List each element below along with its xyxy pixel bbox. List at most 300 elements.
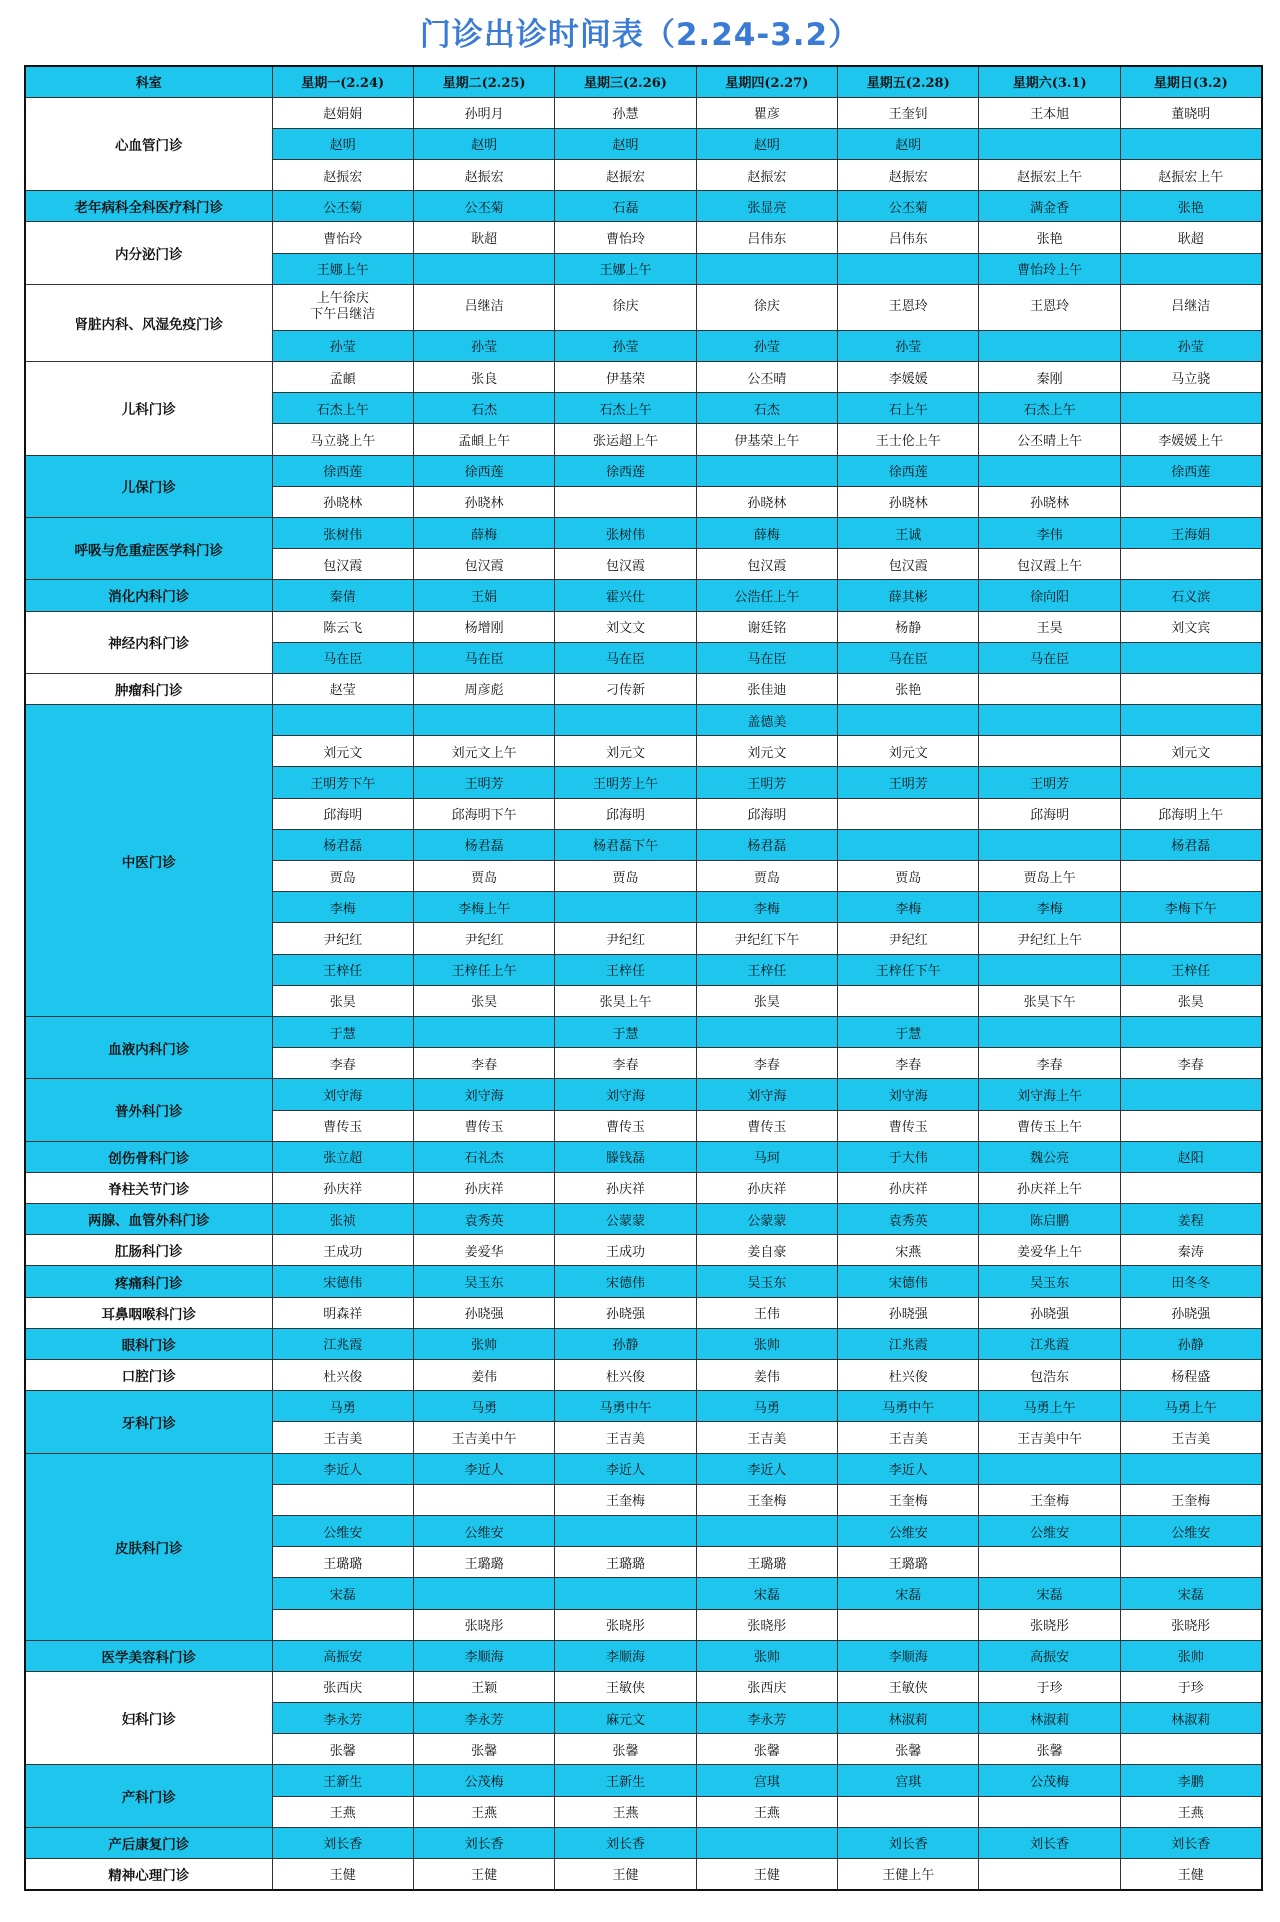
header-tuesday: 星期二(2.25) bbox=[413, 66, 554, 97]
department-name: 肾脏内科、风湿免疫门诊 bbox=[25, 284, 272, 361]
doctor-cell: 邱海明 bbox=[696, 798, 837, 829]
doctor-cell: 公丕晴 bbox=[696, 362, 837, 393]
doctor-cell: 王璐璐 bbox=[272, 1547, 413, 1578]
doctor-cell bbox=[979, 954, 1120, 985]
table-row bbox=[25, 1297, 1262, 1328]
doctor-cell: 赵振宏 bbox=[696, 160, 837, 191]
table-row bbox=[25, 1827, 1262, 1858]
header-thursday: 星期四(2.27) bbox=[696, 66, 837, 97]
doctor-cell: 张馨 bbox=[413, 1734, 554, 1765]
table-row bbox=[25, 611, 1262, 642]
doctor-cell: 公维安 bbox=[413, 1515, 554, 1546]
doctor-cell: 姜爱华上午 bbox=[979, 1235, 1120, 1266]
doctor-cell: 杨程盛 bbox=[1120, 1360, 1261, 1391]
doctor-cell: 李梅下午 bbox=[1120, 892, 1261, 923]
doctor-cell: 张树伟 bbox=[555, 517, 696, 548]
doctor-cell: 尹纪红 bbox=[413, 923, 554, 954]
doctor-cell: 王燕 bbox=[696, 1796, 837, 1827]
doctor-cell: 贾岛上午 bbox=[979, 861, 1120, 892]
department-name: 精神心理门诊 bbox=[25, 1859, 272, 1890]
doctor-cell bbox=[838, 705, 979, 736]
doctor-cell: 刘守海上午 bbox=[979, 1079, 1120, 1110]
doctor-cell: 尹纪红 bbox=[272, 923, 413, 954]
doctor-cell: 孙庆祥 bbox=[696, 1172, 837, 1203]
doctor-cell bbox=[696, 455, 837, 486]
doctor-cell bbox=[413, 1484, 554, 1515]
doctor-cell: 宫琪 bbox=[838, 1765, 979, 1796]
doctor-cell: 宋德伟 bbox=[838, 1266, 979, 1297]
doctor-cell: 刁传新 bbox=[555, 673, 696, 704]
doctor-cell bbox=[979, 1016, 1120, 1047]
doctor-cell: 盖德美 bbox=[696, 705, 837, 736]
doctor-cell: 包汉霞上午 bbox=[979, 549, 1120, 580]
doctor-cell: 张西庆 bbox=[696, 1671, 837, 1702]
doctor-cell: 上午徐庆 下午吕继洁 bbox=[272, 284, 413, 330]
doctor-cell: 王燕 bbox=[555, 1796, 696, 1827]
doctor-cell bbox=[555, 486, 696, 517]
doctor-cell: 张晓彤 bbox=[979, 1609, 1120, 1640]
doctor-cell: 李梅 bbox=[979, 892, 1120, 923]
department-name: 神经内科门诊 bbox=[25, 611, 272, 673]
doctor-cell: 王梓任 bbox=[696, 954, 837, 985]
table-row bbox=[25, 1079, 1262, 1110]
doctor-cell: 公浩任上午 bbox=[696, 580, 837, 611]
doctor-cell: 张昊上午 bbox=[555, 985, 696, 1016]
doctor-cell: 江兆霞 bbox=[272, 1328, 413, 1359]
doctor-cell: 贾岛 bbox=[413, 861, 554, 892]
doctor-cell: 孙晓强 bbox=[838, 1297, 979, 1328]
doctor-cell: 曹传玉 bbox=[555, 1110, 696, 1141]
doctor-cell: 曹传玉 bbox=[838, 1110, 979, 1141]
doctor-cell: 王健上午 bbox=[838, 1859, 979, 1890]
doctor-cell: 赵莹 bbox=[272, 673, 413, 704]
doctor-cell: 李媛媛上午 bbox=[1120, 424, 1261, 455]
doctor-cell: 宋磊 bbox=[838, 1578, 979, 1609]
doctor-cell: 王士伦上午 bbox=[838, 424, 979, 455]
doctor-cell: 宋磊 bbox=[696, 1578, 837, 1609]
doctor-cell: 曹怡玲 bbox=[555, 222, 696, 253]
doctor-cell: 赵振宏 bbox=[555, 160, 696, 191]
doctor-cell: 吕继洁 bbox=[1120, 284, 1261, 330]
doctor-cell: 张晓彤 bbox=[555, 1609, 696, 1640]
doctor-cell: 李近人 bbox=[838, 1453, 979, 1484]
doctor-cell bbox=[696, 253, 837, 284]
doctor-cell: 张显亮 bbox=[696, 191, 837, 222]
doctor-cell: 王新生 bbox=[555, 1765, 696, 1796]
department-name: 肿瘤科门诊 bbox=[25, 673, 272, 704]
doctor-cell bbox=[1120, 767, 1261, 798]
table-row bbox=[25, 97, 1262, 128]
doctor-cell: 李梅上午 bbox=[413, 892, 554, 923]
doctor-cell bbox=[272, 1484, 413, 1515]
doctor-cell: 姜程 bbox=[1120, 1204, 1261, 1235]
table-row bbox=[25, 222, 1262, 253]
table-row bbox=[25, 1765, 1262, 1796]
doctor-cell bbox=[979, 736, 1120, 767]
doctor-cell: 马在臣 bbox=[979, 642, 1120, 673]
department-name: 普外科门诊 bbox=[25, 1079, 272, 1141]
department-name: 肛肠科门诊 bbox=[25, 1235, 272, 1266]
doctor-cell: 徐庆 bbox=[696, 284, 837, 330]
doctor-cell: 公维安 bbox=[272, 1515, 413, 1546]
doctor-cell bbox=[696, 1827, 837, 1858]
doctor-cell bbox=[1120, 549, 1261, 580]
doctor-cell: 李近人 bbox=[555, 1453, 696, 1484]
doctor-cell: 邱海明 bbox=[272, 798, 413, 829]
doctor-cell: 曹传玉 bbox=[696, 1110, 837, 1141]
doctor-cell bbox=[1120, 705, 1261, 736]
doctor-cell: 王诚 bbox=[838, 517, 979, 548]
doctor-cell: 孙莹 bbox=[272, 330, 413, 361]
doctor-cell: 张昊下午 bbox=[979, 985, 1120, 1016]
doctor-cell: 孙晓强 bbox=[413, 1297, 554, 1328]
doctor-cell: 王本旭 bbox=[979, 97, 1120, 128]
doctor-cell: 马立骁 bbox=[1120, 362, 1261, 393]
header-friday: 星期五(2.28) bbox=[838, 66, 979, 97]
doctor-cell: 徐西莲 bbox=[555, 455, 696, 486]
table-row bbox=[25, 517, 1262, 548]
doctor-cell: 薛其彬 bbox=[838, 580, 979, 611]
doctor-cell: 滕钱磊 bbox=[555, 1141, 696, 1172]
doctor-cell: 张树伟 bbox=[272, 517, 413, 548]
doctor-cell: 张昊 bbox=[413, 985, 554, 1016]
doctor-cell: 王璐璐 bbox=[838, 1547, 979, 1578]
table-row bbox=[25, 580, 1262, 611]
doctor-cell: 李永芳 bbox=[696, 1703, 837, 1734]
table-row bbox=[25, 1204, 1262, 1235]
doctor-cell: 于慧 bbox=[555, 1016, 696, 1047]
table-row bbox=[25, 1360, 1262, 1391]
doctor-cell bbox=[979, 705, 1120, 736]
department-name: 创伤骨科门诊 bbox=[25, 1141, 272, 1172]
doctor-cell: 贾岛 bbox=[696, 861, 837, 892]
doctor-cell: 张祯 bbox=[272, 1204, 413, 1235]
doctor-cell: 杨君磊 bbox=[1120, 829, 1261, 860]
doctor-cell: 赵振宏上午 bbox=[979, 160, 1120, 191]
schedule-table bbox=[24, 65, 1263, 1891]
doctor-cell: 包汉霞 bbox=[272, 549, 413, 580]
doctor-cell: 袁秀英 bbox=[413, 1204, 554, 1235]
department-name: 内分泌门诊 bbox=[25, 222, 272, 284]
doctor-cell: 张帅 bbox=[696, 1640, 837, 1671]
table-row bbox=[25, 191, 1262, 222]
doctor-cell: 林淑莉 bbox=[838, 1703, 979, 1734]
header-row bbox=[25, 66, 1262, 97]
doctor-cell: 公维安 bbox=[1120, 1515, 1261, 1546]
doctor-cell: 孙晓林 bbox=[413, 486, 554, 517]
doctor-cell: 尹纪红 bbox=[555, 923, 696, 954]
doctor-cell: 石礼杰 bbox=[413, 1141, 554, 1172]
doctor-cell: 孙慧 bbox=[555, 97, 696, 128]
doctor-cell: 李顺海 bbox=[838, 1640, 979, 1671]
department-name: 呼吸与危重症医学科门诊 bbox=[25, 517, 272, 579]
doctor-cell: 王璐璐 bbox=[413, 1547, 554, 1578]
doctor-cell: 徐向阳 bbox=[979, 580, 1120, 611]
doctor-cell: 林淑莉 bbox=[979, 1703, 1120, 1734]
doctor-cell: 尹纪红 bbox=[838, 923, 979, 954]
doctor-cell: 李春 bbox=[555, 1048, 696, 1079]
doctor-cell: 孙晓强 bbox=[979, 1297, 1120, 1328]
doctor-cell: 李顺海 bbox=[555, 1640, 696, 1671]
doctor-cell: 孙庆祥 bbox=[272, 1172, 413, 1203]
doctor-cell: 徐西莲 bbox=[838, 455, 979, 486]
doctor-cell: 公丕菊 bbox=[413, 191, 554, 222]
department-name: 脊柱关节门诊 bbox=[25, 1172, 272, 1203]
doctor-cell: 马勇上午 bbox=[1120, 1391, 1261, 1422]
doctor-cell: 王吉美 bbox=[1120, 1422, 1261, 1453]
department-name: 妇科门诊 bbox=[25, 1671, 272, 1765]
doctor-cell: 王明芳下午 bbox=[272, 767, 413, 798]
doctor-cell bbox=[979, 673, 1120, 704]
table-row bbox=[25, 1141, 1262, 1172]
department-name: 血液内科门诊 bbox=[25, 1016, 272, 1078]
doctor-cell bbox=[413, 253, 554, 284]
doctor-cell: 吕伟东 bbox=[838, 222, 979, 253]
doctor-cell: 刘长香 bbox=[838, 1827, 979, 1858]
doctor-cell: 李媛媛 bbox=[838, 362, 979, 393]
doctor-cell: 公丕菊 bbox=[272, 191, 413, 222]
doctor-cell: 王恩玲 bbox=[838, 284, 979, 330]
doctor-cell: 刘元文 bbox=[696, 736, 837, 767]
doctor-cell: 刘长香 bbox=[979, 1827, 1120, 1858]
doctor-cell bbox=[979, 455, 1120, 486]
doctor-cell: 曹传玉上午 bbox=[979, 1110, 1120, 1141]
doctor-cell: 刘守海 bbox=[272, 1079, 413, 1110]
doctor-cell: 马勇中午 bbox=[838, 1391, 979, 1422]
doctor-cell: 王明芳 bbox=[413, 767, 554, 798]
doctor-cell: 张晓彤 bbox=[696, 1609, 837, 1640]
doctor-cell bbox=[1120, 642, 1261, 673]
doctor-cell: 李春 bbox=[979, 1048, 1120, 1079]
doctor-cell bbox=[838, 829, 979, 860]
doctor-cell: 姜自豪 bbox=[696, 1235, 837, 1266]
doctor-cell: 曹怡玲上午 bbox=[979, 253, 1120, 284]
doctor-cell: 王敏侠 bbox=[555, 1671, 696, 1702]
doctor-cell: 张佳迪 bbox=[696, 673, 837, 704]
doctor-cell: 王梓任下午 bbox=[838, 954, 979, 985]
doctor-cell: 王燕 bbox=[413, 1796, 554, 1827]
doctor-cell bbox=[979, 1859, 1120, 1890]
doctor-cell bbox=[696, 1016, 837, 1047]
doctor-cell: 张晓彤 bbox=[413, 1609, 554, 1640]
department-name: 老年病科全科医疗科门诊 bbox=[25, 191, 272, 222]
doctor-cell: 李近人 bbox=[413, 1453, 554, 1484]
doctor-cell bbox=[1120, 1734, 1261, 1765]
doctor-cell: 袁秀英 bbox=[838, 1204, 979, 1235]
doctor-cell: 孟頔 bbox=[272, 362, 413, 393]
doctor-cell: 刘长香 bbox=[413, 1827, 554, 1858]
doctor-cell bbox=[272, 1609, 413, 1640]
doctor-cell: 杜兴俊 bbox=[838, 1360, 979, 1391]
doctor-cell: 张西庆 bbox=[272, 1671, 413, 1702]
doctor-cell bbox=[979, 1547, 1120, 1578]
doctor-cell: 宋磊 bbox=[979, 1578, 1120, 1609]
doctor-cell: 张昊 bbox=[1120, 985, 1261, 1016]
department-name: 皮肤科门诊 bbox=[25, 1453, 272, 1640]
doctor-cell: 宋德伟 bbox=[555, 1266, 696, 1297]
doctor-cell: 公维安 bbox=[979, 1515, 1120, 1546]
doctor-cell: 刘元文上午 bbox=[413, 736, 554, 767]
department-name: 心血管门诊 bbox=[25, 97, 272, 191]
department-name: 疼痛科门诊 bbox=[25, 1266, 272, 1297]
doctor-cell: 耿超 bbox=[413, 222, 554, 253]
doctor-cell: 赵明 bbox=[413, 128, 554, 159]
doctor-cell: 孙晓强 bbox=[1120, 1297, 1261, 1328]
department-name: 儿保门诊 bbox=[25, 455, 272, 517]
doctor-cell: 杨增刚 bbox=[413, 611, 554, 642]
doctor-cell: 于大伟 bbox=[838, 1141, 979, 1172]
doctor-cell: 刘守海 bbox=[838, 1079, 979, 1110]
doctor-cell bbox=[838, 985, 979, 1016]
doctor-cell: 王梓任上午 bbox=[413, 954, 554, 985]
doctor-cell: 杨君磊 bbox=[413, 829, 554, 860]
doctor-cell: 石义滨 bbox=[1120, 580, 1261, 611]
doctor-cell: 宫琪 bbox=[696, 1765, 837, 1796]
doctor-cell: 姜伟 bbox=[696, 1360, 837, 1391]
doctor-cell: 徐西莲 bbox=[272, 455, 413, 486]
doctor-cell: 赵明 bbox=[696, 128, 837, 159]
doctor-cell bbox=[1120, 923, 1261, 954]
doctor-cell: 张馨 bbox=[696, 1734, 837, 1765]
doctor-cell: 王健 bbox=[272, 1859, 413, 1890]
doctor-cell: 吕继洁 bbox=[413, 284, 554, 330]
doctor-cell: 包汉霞 bbox=[413, 549, 554, 580]
doctor-cell: 孙晓强 bbox=[555, 1297, 696, 1328]
doctor-cell: 徐西莲 bbox=[1120, 455, 1261, 486]
doctor-cell: 王敏侠 bbox=[838, 1671, 979, 1702]
doctor-cell: 杨静 bbox=[838, 611, 979, 642]
doctor-cell: 杨君磊 bbox=[272, 829, 413, 860]
doctor-cell: 包浩东 bbox=[979, 1360, 1120, 1391]
doctor-cell: 徐庆 bbox=[555, 284, 696, 330]
doctor-cell bbox=[1120, 1453, 1261, 1484]
doctor-cell: 孙莹 bbox=[413, 330, 554, 361]
doctor-cell: 姜爱华 bbox=[413, 1235, 554, 1266]
department-name: 口腔门诊 bbox=[25, 1360, 272, 1391]
doctor-cell bbox=[1120, 1079, 1261, 1110]
doctor-cell: 马在臣 bbox=[555, 642, 696, 673]
doctor-cell: 李春 bbox=[413, 1048, 554, 1079]
doctor-cell: 张艳 bbox=[1120, 191, 1261, 222]
doctor-cell: 秦刚 bbox=[979, 362, 1120, 393]
doctor-cell: 王燕 bbox=[1120, 1796, 1261, 1827]
doctor-cell: 石杰上午 bbox=[272, 393, 413, 424]
doctor-cell: 赵振宏上午 bbox=[1120, 160, 1261, 191]
doctor-cell: 王健 bbox=[1120, 1859, 1261, 1890]
doctor-cell bbox=[838, 1609, 979, 1640]
doctor-cell: 明森祥 bbox=[272, 1297, 413, 1328]
doctor-cell: 马勇 bbox=[696, 1391, 837, 1422]
doctor-cell: 王成功 bbox=[272, 1235, 413, 1266]
doctor-cell: 石杰 bbox=[413, 393, 554, 424]
department-name: 两腺、血管外科门诊 bbox=[25, 1204, 272, 1235]
doctor-cell: 宋燕 bbox=[838, 1235, 979, 1266]
doctor-cell: 孙明月 bbox=[413, 97, 554, 128]
doctor-cell: 王健 bbox=[413, 1859, 554, 1890]
doctor-cell bbox=[272, 705, 413, 736]
doctor-cell: 尹纪红上午 bbox=[979, 923, 1120, 954]
doctor-cell: 林淑莉 bbox=[1120, 1703, 1261, 1734]
doctor-cell: 王娜上午 bbox=[272, 253, 413, 284]
doctor-cell: 宋磊 bbox=[272, 1578, 413, 1609]
table-row bbox=[25, 673, 1262, 704]
doctor-cell: 赵阳 bbox=[1120, 1141, 1261, 1172]
doctor-cell: 张馨 bbox=[272, 1734, 413, 1765]
doctor-cell: 王璐璐 bbox=[696, 1547, 837, 1578]
doctor-cell: 王颖 bbox=[413, 1671, 554, 1702]
doctor-cell: 石杰上午 bbox=[555, 393, 696, 424]
doctor-cell: 陈启鹏 bbox=[979, 1204, 1120, 1235]
doctor-cell: 公丕菊 bbox=[838, 191, 979, 222]
doctor-cell bbox=[1120, 393, 1261, 424]
doctor-cell: 贾岛 bbox=[555, 861, 696, 892]
doctor-cell: 王璐璐 bbox=[555, 1547, 696, 1578]
doctor-cell: 马在臣 bbox=[413, 642, 554, 673]
doctor-cell: 魏公亮 bbox=[979, 1141, 1120, 1172]
doctor-cell: 高振安 bbox=[272, 1640, 413, 1671]
doctor-cell: 瞿彦 bbox=[696, 97, 837, 128]
doctor-cell bbox=[979, 1453, 1120, 1484]
doctor-cell: 马在臣 bbox=[272, 642, 413, 673]
doctor-cell: 王吉美 bbox=[838, 1422, 979, 1453]
doctor-cell: 刘长香 bbox=[555, 1827, 696, 1858]
doctor-cell: 吕伟东 bbox=[696, 222, 837, 253]
doctor-cell: 孙庆祥 bbox=[413, 1172, 554, 1203]
doctor-cell bbox=[413, 1016, 554, 1047]
doctor-cell: 邱海明 bbox=[555, 798, 696, 829]
doctor-cell: 孙晓林 bbox=[979, 486, 1120, 517]
doctor-cell: 刘文文 bbox=[555, 611, 696, 642]
doctor-cell: 王明芳上午 bbox=[555, 767, 696, 798]
doctor-cell: 孙静 bbox=[1120, 1328, 1261, 1359]
doctor-cell: 孙庆祥上午 bbox=[979, 1172, 1120, 1203]
doctor-cell: 王吉美中午 bbox=[413, 1422, 554, 1453]
doctor-cell: 赵明 bbox=[838, 128, 979, 159]
table-row bbox=[25, 1640, 1262, 1671]
doctor-cell bbox=[838, 798, 979, 829]
doctor-cell: 李永芳 bbox=[413, 1703, 554, 1734]
department-name: 医学美容科门诊 bbox=[25, 1640, 272, 1671]
department-name: 产科门诊 bbox=[25, 1765, 272, 1827]
doctor-cell: 孙庆祥 bbox=[555, 1172, 696, 1203]
doctor-cell: 刘守海 bbox=[555, 1079, 696, 1110]
page-title: 门诊出诊时间表（2.24-3.2） bbox=[419, 17, 861, 53]
doctor-cell: 薛梅 bbox=[413, 517, 554, 548]
doctor-cell bbox=[413, 1578, 554, 1609]
doctor-cell: 王吉美 bbox=[272, 1422, 413, 1453]
doctor-cell: 杨君磊 bbox=[696, 829, 837, 860]
doctor-cell: 公茂梅 bbox=[413, 1765, 554, 1796]
doctor-cell: 王梓任 bbox=[555, 954, 696, 985]
doctor-cell: 李春 bbox=[272, 1048, 413, 1079]
doctor-cell: 张立超 bbox=[272, 1141, 413, 1172]
department-name: 产后康复门诊 bbox=[25, 1827, 272, 1858]
doctor-cell: 杨君磊下午 bbox=[555, 829, 696, 860]
doctor-cell: 江兆霞 bbox=[838, 1328, 979, 1359]
doctor-cell: 王吉美中午 bbox=[979, 1422, 1120, 1453]
doctor-cell: 王明芳 bbox=[979, 767, 1120, 798]
doctor-cell: 耿超 bbox=[1120, 222, 1261, 253]
doctor-cell: 李顺海 bbox=[413, 1640, 554, 1671]
doctor-cell: 刘长香 bbox=[1120, 1827, 1261, 1858]
doctor-cell: 秦涛 bbox=[1120, 1235, 1261, 1266]
doctor-cell: 田冬冬 bbox=[1120, 1266, 1261, 1297]
doctor-cell: 李伟 bbox=[979, 517, 1120, 548]
doctor-cell bbox=[555, 1515, 696, 1546]
doctor-cell: 王梓任 bbox=[272, 954, 413, 985]
table-row bbox=[25, 1172, 1262, 1203]
doctor-cell: 张帅 bbox=[1120, 1640, 1261, 1671]
